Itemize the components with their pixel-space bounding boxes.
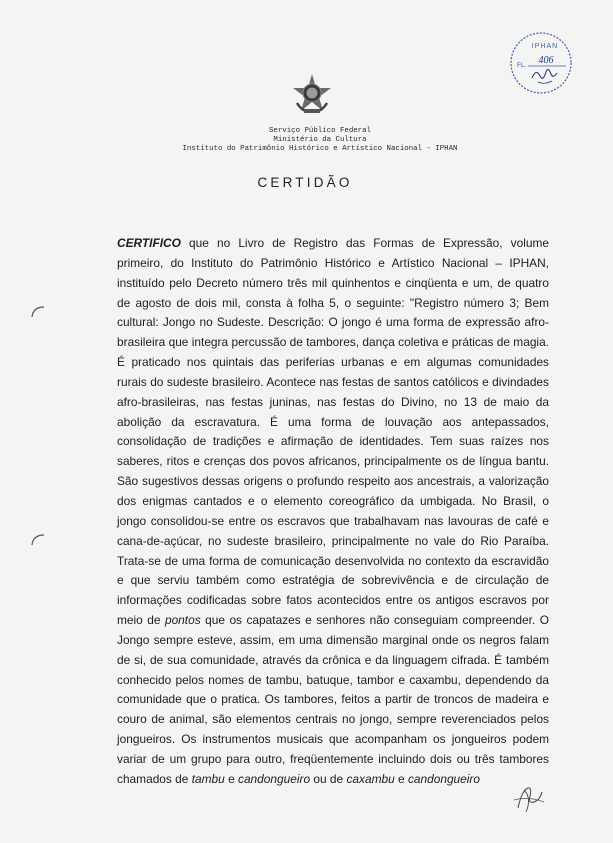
folio-stamp bbox=[508, 30, 574, 96]
certifico-lead: CERTIFICO bbox=[117, 236, 181, 250]
brazil-coat-of-arms-icon bbox=[291, 73, 333, 115]
body-text-part: e bbox=[394, 771, 408, 786]
header-line-ministry: Ministério da Cultura bbox=[273, 136, 367, 144]
body-italic-tambu: tambu bbox=[191, 771, 225, 786]
body-text-part: que no Livro de Registro das Formas de Expressão, volume primeiro, do Instituto do Patrimônio Histórico e Artístico Nacional – IPHAN, instituído pelo Decreto número três mil quinhentos e cinqüenta e um, de quatro de agosto de dois mil, consta à folha 5, o seguinte: "Registro número 3; Bem cultural: Jongo no Sudeste. Descrição: O jongo é uma forma de expressão afro-brasileira que integra percussão de tambores, dança coletiva e práticas de magia. É praticado nos quintais das periferias urbanas e em algumas comunidades rurais do sudeste brasileiro. Acontece nas festas de santos católicos e divindades afro-brasileiras, nas festas juninas, nas festas do Divino, no 13 de maio da abolição da escravatura. É uma forma de louvação aos antepassados, consolidação de tradições e afirmação de identidades. Tem suas raízes nos saberes, ritos e crenças dos povos africanos, principalmente os de língua bantu. São sugestivos dessas origens o profundo respeito aos ancestrais, a valorização dos enigmas cantados e o elemento coreográfico da umbigada. No Brasil, o jongo consolidou-se entre os escravos que trabalhavam nas lavouras de café e cana-de-açúcar, no sudeste brasileiro, principalmente no vale do Rio Paraíba. Trata-se de uma forma de comunicação desenvolvida no contexto da escravidão e que serviu também como estratégia de sobrevivência e de circulação de informações codificadas sobre fatos acontecidos entre os antigos escravos por meio de bbox=[117, 236, 549, 628]
handwritten-initials-icon bbox=[508, 778, 552, 818]
body-italic-candongueiro: candongueiro bbox=[407, 771, 481, 786]
body-italic-caxambu: caxambu bbox=[346, 771, 395, 786]
body-italic-pontos: pontos bbox=[164, 613, 201, 628]
stamp-number: 406 bbox=[538, 55, 554, 66]
body-paragraph bbox=[117, 234, 549, 790]
body-italic-candongueiro: candongueiro bbox=[238, 771, 311, 786]
institution-header bbox=[100, 127, 540, 154]
punch-mark-icon bbox=[30, 305, 46, 319]
stamp-org: IPHAN bbox=[531, 43, 559, 50]
header-line-service: Serviço Público Federal bbox=[268, 127, 371, 135]
body-text-part: ou de bbox=[310, 771, 347, 786]
stamp-signature-icon bbox=[532, 69, 557, 78]
document-title: CERTIDÃO bbox=[257, 175, 353, 190]
stamp-fl-label: FL. bbox=[517, 62, 527, 69]
punch-mark-icon bbox=[30, 533, 46, 547]
header-line-institute: Instituto do Patrimônio Histórico e Artístico Nacional - IPHAN bbox=[182, 145, 458, 153]
body-text-part: que os capatazes e senhores não conseguiam compreender. O Jongo sempre esteve, assim, em uma dimensão marginal onde os negros falam de si, de sua comunidade, através da crônica e da linguagem cifrada. É também conhecido pelos nomes de tambu, batuque, tambor e caxambu, dependendo da comunidade que o pratica. Os tambores, feitos a partir de troncos de madeira e couro de animal, são elementos centrais no jongo, sempre reverenciados pelos jongueiros. Os instrumentos musicais que acompanham os jongueiros podem variar de um grupo para outro, freqüentemente incluindo dois ou três tambores chamados de bbox=[117, 613, 549, 786]
certificate-body bbox=[117, 234, 549, 790]
body-text-part: e bbox=[224, 771, 238, 786]
